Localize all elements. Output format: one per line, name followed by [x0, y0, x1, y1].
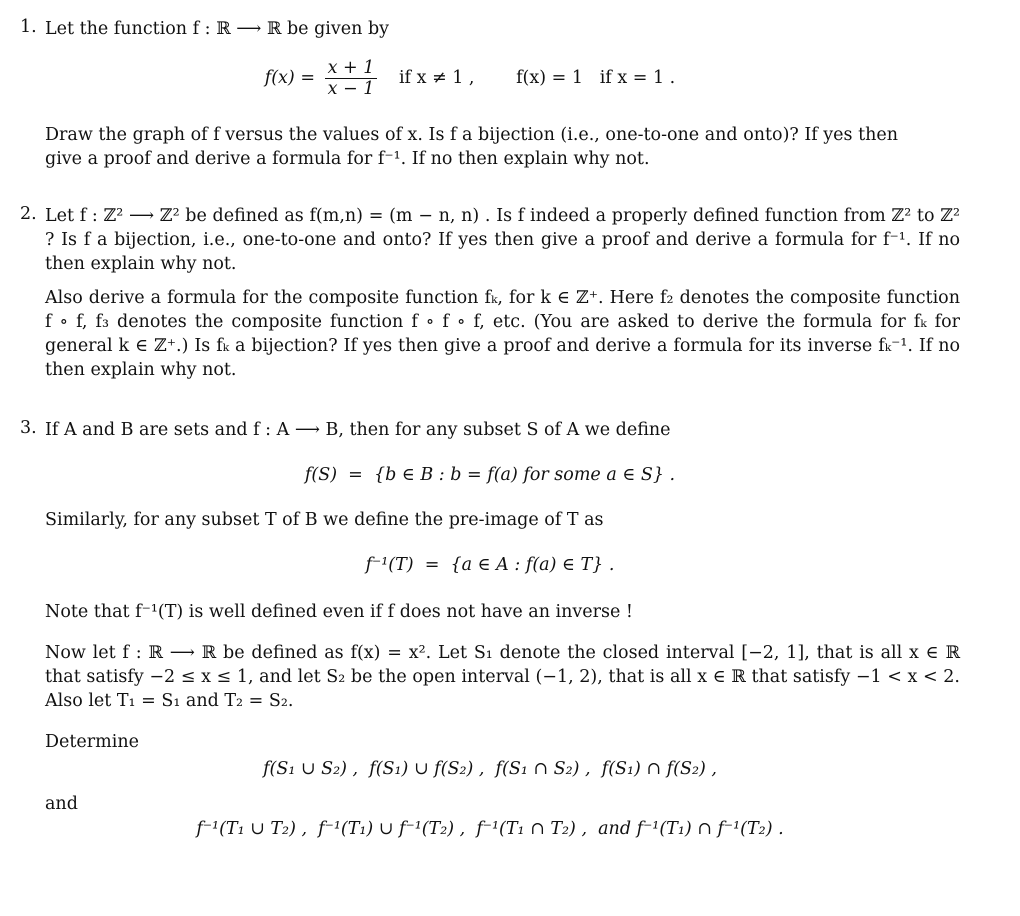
- problem-3-note: [20, 600, 960, 624]
- equation-piecewise: [0, 58, 980, 99]
- problem-number: 1.: [20, 17, 37, 37]
- problem-3-determine: [20, 730, 960, 754]
- paragraph: Now let f : ℝ ⟶ ℝ be defined as f(x) = x². Let S₁ denote the closed interval [−2, 1], that is all x ∈ ℝ that satisfy −2 ≤ x ≤ 1, and let S₂ be the open interval (−1, 2), that is all x ∈ ℝ that satisfy −1 < x < 2. Also let T₁ = S₁ and T₂ = S₂.: [45, 643, 960, 711]
- fraction: [325, 58, 378, 99]
- problem-3: [20, 418, 960, 442]
- determine-label: Determine: [45, 732, 139, 752]
- problem-intro: If A and B are sets and f : A ⟶ B, then for any subset S of A we define: [45, 420, 671, 440]
- problem-number: 3.: [20, 418, 37, 438]
- fraction-numerator: x + 1: [325, 58, 378, 79]
- problem-number: 2.: [20, 204, 37, 224]
- paragraph: Similarly, for any subset T of B we define the pre-image of T as: [45, 510, 604, 530]
- paragraph: Let f : ℤ² ⟶ ℤ² be defined as f(m,n) = (m − n, n) . Is f indeed a properly defined function from ℤ² to ℤ² ? Is f a bijection, i.e., one-to-one and onto? If yes then give a proof and derive a formula for f⁻¹. If no then explain why not.: [45, 206, 960, 274]
- equation-condition: if x ≠ 1 ,: [398, 68, 475, 88]
- equation-preimage-definition: f⁻¹(T) = {a ∈ A : f(a) ∈ T} .: [365, 555, 615, 575]
- equation-image-definition: f(S) = {b ∈ B : b = f(a) for some a ∈ S} .: [304, 465, 676, 485]
- problem-2: [20, 204, 960, 382]
- fraction-denominator: x − 1: [327, 79, 375, 99]
- paragraph: Also derive a formula for the composite function fₖ, for k ∈ ℤ⁺. Here f₂ denotes the composite function f ∘ f, f₃ denotes the composite function f ∘ f ∘ f, etc. (You are asked to derive the formula for fₖ for general k ∈ ℤ⁺.) Is fₖ a bijection? If yes then give a proof and derive a formula for its inverse fₖ⁻¹. If no then explain why not.: [45, 288, 960, 380]
- text-line: give a proof and derive a formula for f⁻¹. If no then explain why not.: [45, 149, 650, 169]
- problem-1: [20, 17, 960, 41]
- equation-lhs: f(x) =: [264, 68, 315, 88]
- problem-intro: Let the function f : ℝ ⟶ ℝ be given by: [45, 19, 390, 39]
- text-line: Draw the graph of f versus the values of x. Is f a bijection (i.e., one-to-one and onto)? If yes then: [45, 125, 899, 145]
- problem-3-and: [20, 792, 960, 816]
- problem-3-main: [20, 641, 960, 713]
- note: Note that f⁻¹(T) is well defined even if f does not have an inverse !: [45, 602, 633, 622]
- problem-3-similarly: [20, 508, 960, 532]
- equation-second-case: f(x) = 1 if x = 1 .: [516, 68, 676, 88]
- problem-1-body: [20, 123, 960, 171]
- equation-set-list-2: f⁻¹(T₁ ∪ T₂) , f⁻¹(T₁) ∪ f⁻¹(T₂) , f⁻¹(T₁ ∩ T₂) , and f⁻¹(T₁) ∩ f⁻¹(T₂) .: [196, 819, 784, 839]
- and-label: and: [45, 794, 78, 814]
- equation-set-list-1: f(S₁ ∪ S₂) , f(S₁) ∪ f(S₂) , f(S₁ ∩ S₂) , f(S₁) ∩ f(S₂) ,: [263, 759, 717, 779]
